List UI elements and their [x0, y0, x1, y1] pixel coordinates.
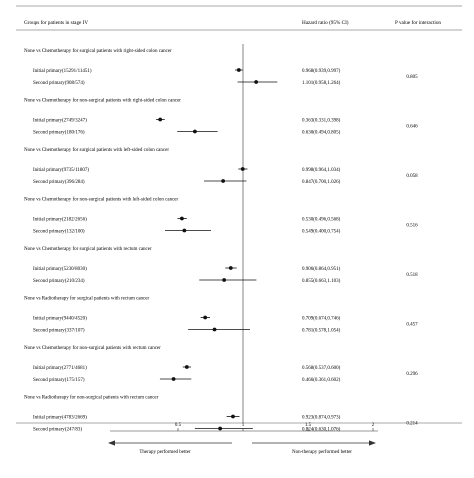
- group-title: None vs Chemotherapy for surgical patients with right-sided colon cancer: [24, 49, 172, 54]
- group-2: [24, 99, 418, 136]
- header-hazard-ratio: Hazard ratio (95% CI): [302, 20, 349, 26]
- point-estimate: [229, 266, 233, 270]
- x-tick-label: 2: [371, 423, 375, 428]
- p-value: 0.805: [406, 74, 418, 80]
- row-label: Initial primary(5230/8030): [33, 266, 87, 272]
- point-estimate: [222, 278, 226, 282]
- hr-value: 0.568(0.537,0.600): [302, 365, 341, 371]
- row-label: Second primary(396/284): [33, 179, 85, 185]
- point-estimate: [237, 68, 241, 72]
- group-8: [24, 396, 418, 433]
- hr-value: 0.466(0.361,0.602): [302, 377, 341, 383]
- group-3: [24, 148, 418, 185]
- row-label: Second primary(132/100): [33, 229, 85, 235]
- row-label: Second primary(247/83): [33, 427, 83, 433]
- hr-value: 0.855(0.663,1.103): [302, 278, 341, 284]
- group-1: [24, 49, 418, 86]
- group-title: None vs Chemotherapy for non-surgical patients with rectum cancer: [24, 346, 161, 351]
- annotation-right: Non-therapy performed better: [292, 450, 352, 455]
- x-tick-label: 1.5: [304, 423, 312, 428]
- row-label: Initial primary(2771/4681): [33, 365, 87, 371]
- x-tick-label: 0.5: [174, 423, 182, 428]
- point-estimate: [254, 80, 258, 84]
- hr-value: 0.906(0.864,0.951): [302, 266, 341, 272]
- hr-value: 0.781(0.578,1.054): [302, 328, 341, 334]
- row-label: Second primary(210/234): [33, 278, 85, 284]
- point-estimate: [182, 229, 186, 233]
- point-estimate: [241, 167, 245, 171]
- group-title: None vs Radiotherapy for non-surgical patients with rectum cancer: [24, 395, 159, 401]
- left-arrow-head: [108, 440, 115, 445]
- annotation-left: Therapy performed better: [139, 450, 191, 455]
- p-value: 0.518: [406, 272, 418, 278]
- hr-value: 0.998(0.964,1.034): [302, 167, 341, 173]
- row-label: Second primary(908/574): [33, 80, 85, 86]
- p-value: 0.646: [406, 124, 418, 130]
- row-label: Second primary(337/107): [33, 328, 85, 334]
- hr-value: 0.630(0.494,0.805): [302, 130, 341, 136]
- row-label: Initial primary(9735/11807): [33, 167, 90, 173]
- row-label: Initial primary(15291/11451): [33, 68, 92, 74]
- point-estimate: [193, 130, 197, 134]
- hr-value: 0.549(0.400,0.754): [302, 229, 341, 235]
- row-label: Second primary(175/157): [33, 377, 85, 383]
- row-label: Initial primary(4783/2669): [33, 415, 87, 421]
- hr-value: 0.709(0.674,0.746): [302, 316, 341, 322]
- x-tick-label: 1: [241, 423, 245, 428]
- row-label: Initial primary(2749/3247): [33, 118, 87, 124]
- group-5: [24, 247, 418, 284]
- point-estimate: [221, 179, 225, 183]
- hr-value: 0.847(0.700,1.026): [302, 179, 341, 185]
- point-estimate: [180, 217, 184, 221]
- group-4: [24, 198, 418, 235]
- point-estimate: [213, 328, 217, 332]
- row-label: Initial primary(9440/4520): [33, 316, 87, 322]
- p-value: 0.214: [406, 421, 418, 427]
- right-arrow-head: [369, 440, 376, 445]
- group-title: None vs Radiotherapy for surgical patients with rectum cancer: [24, 296, 150, 302]
- header-p-value: P value for interaction: [394, 20, 442, 26]
- p-value: 0.516: [406, 223, 418, 229]
- p-value: 0.058: [406, 173, 418, 179]
- hr-value: 0.968(0.939,0.997): [302, 68, 341, 74]
- group-6: [24, 297, 418, 334]
- point-estimate: [172, 377, 176, 381]
- group-7: [24, 346, 418, 383]
- hr-value: 0.530(0.496,0.568): [302, 217, 341, 223]
- point-estimate: [231, 415, 235, 419]
- group-title: None vs Chemotherapy for surgical patients with rectum cancer: [24, 247, 152, 252]
- hr-value: 0.923(0.874,0.973): [302, 415, 341, 421]
- hr-value: 0.363(0.331,0.398): [302, 118, 341, 124]
- point-estimate: [185, 365, 189, 369]
- hr-value: 1.101(0.958,1.264): [302, 80, 341, 86]
- p-value: 0.457: [406, 322, 418, 328]
- header-groups: Groups for patients in stage IV: [24, 20, 89, 26]
- row-label: Initial primary(2182/2656): [33, 217, 87, 223]
- point-estimate: [158, 118, 162, 122]
- row-label: Second primary(180/176): [33, 130, 85, 136]
- group-title: None vs Chemotherapy for non-surgical patients with left-sided colon cancer: [24, 197, 179, 203]
- group-title: None vs Chemotherapy for non-surgical patients with right-sided colon cancer: [24, 98, 181, 104]
- point-estimate: [218, 427, 222, 431]
- point-estimate: [203, 316, 207, 320]
- group-title: None vs Chemotherapy for surgical patients with left-sided colon cancer: [24, 148, 170, 153]
- p-value: 0.296: [406, 371, 418, 377]
- hr-value: 0.824(0.630,1.076): [302, 427, 341, 433]
